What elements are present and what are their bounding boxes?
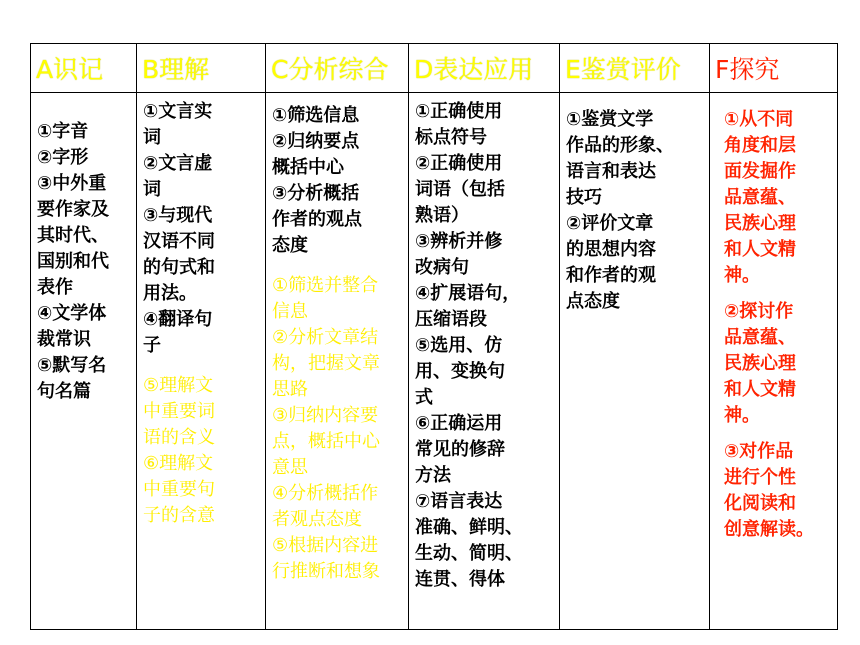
list-item: ⑥理解文 中重要句 子的含意 xyxy=(143,453,215,526)
list-item: ⑦语言表达 准确、鲜明、 生动、简明、 连贯、得体 xyxy=(415,491,523,590)
list-item: ①筛选并整合 信息 xyxy=(272,275,379,322)
header-c: C分析综合 xyxy=(266,44,409,93)
list-item: ④扩展语句， 压缩语段 xyxy=(415,283,521,330)
list-item: ①从不同 角度和层 面发掘作 品意蕴、 民族心理 和人文精 神。 xyxy=(724,109,796,286)
list-item: ④翻译句 子 xyxy=(143,309,213,356)
list-item: ②评价文章 的思想内容 和作者的观 点态度 xyxy=(566,213,656,312)
list-item: ③中外重 要作家及 其时代、 国别和代 表作 xyxy=(37,173,109,298)
list-item: ①正确使用 标点符号 xyxy=(415,101,503,148)
list-item: ①鉴赏文学 作品的形象、 语言和表达 技巧 xyxy=(566,109,674,208)
list-item: ⑥正确运用 常见的修辞 方法 xyxy=(415,413,505,486)
list-item: ②归纳要点 概括中心 xyxy=(272,131,360,178)
list-item: ②字形 xyxy=(37,147,89,168)
header-f: F探究 xyxy=(710,44,838,93)
list-item: ③对作品 进行个性 化阅读和 创意解读。 xyxy=(724,441,814,540)
list-item: ③归纳内容要 点，概括中心 意思 xyxy=(272,405,380,478)
header-row xyxy=(31,44,838,93)
list-item: ②探讨作 品意蕴、 民族心理 和人文精 神。 xyxy=(724,301,796,426)
cell-d xyxy=(409,93,560,630)
list-item: ②文言虚 词 xyxy=(143,153,213,200)
list-item: ②正确使用 词语（包括 熟语） xyxy=(415,153,505,226)
cell-b xyxy=(137,93,266,630)
cell-c xyxy=(266,93,409,630)
cell-a xyxy=(31,93,137,630)
header-d: D表达应用 xyxy=(409,44,560,93)
curriculum-table xyxy=(30,43,838,630)
header-a: A识记 xyxy=(31,44,137,93)
content-row xyxy=(31,93,838,630)
list-item: ⑤理解文 中重要词 语的含义 xyxy=(143,375,215,448)
list-item: ③分析概括 作者的观点 态度 xyxy=(272,183,362,256)
list-item: ①文言实 词 xyxy=(143,101,213,148)
list-item: ⑤默写名 句名篇 xyxy=(37,355,107,402)
cell-f xyxy=(710,93,838,630)
list-item: ⑤选用、仿 用、变换句 式 xyxy=(415,335,505,408)
list-item: ⑤根据内容进 行推断和想象 xyxy=(272,535,380,582)
header-b: B理解 xyxy=(137,44,266,93)
list-item: ①字音 xyxy=(37,121,89,142)
cell-e xyxy=(560,93,710,630)
list-item: ②分析文章结 构，把握文章 思路 xyxy=(272,327,380,400)
header-e: E鉴赏评价 xyxy=(560,44,710,93)
list-item: ①筛选信息 xyxy=(272,105,360,126)
list-item: ④分析概括作 者观点态度 xyxy=(272,483,379,530)
list-item: ④文学体 裁常识 xyxy=(37,303,107,350)
list-item: ③与现代 汉语不同 的句式和 用法。 xyxy=(143,205,215,304)
list-item: ③辨析并修 改病句 xyxy=(415,231,503,278)
